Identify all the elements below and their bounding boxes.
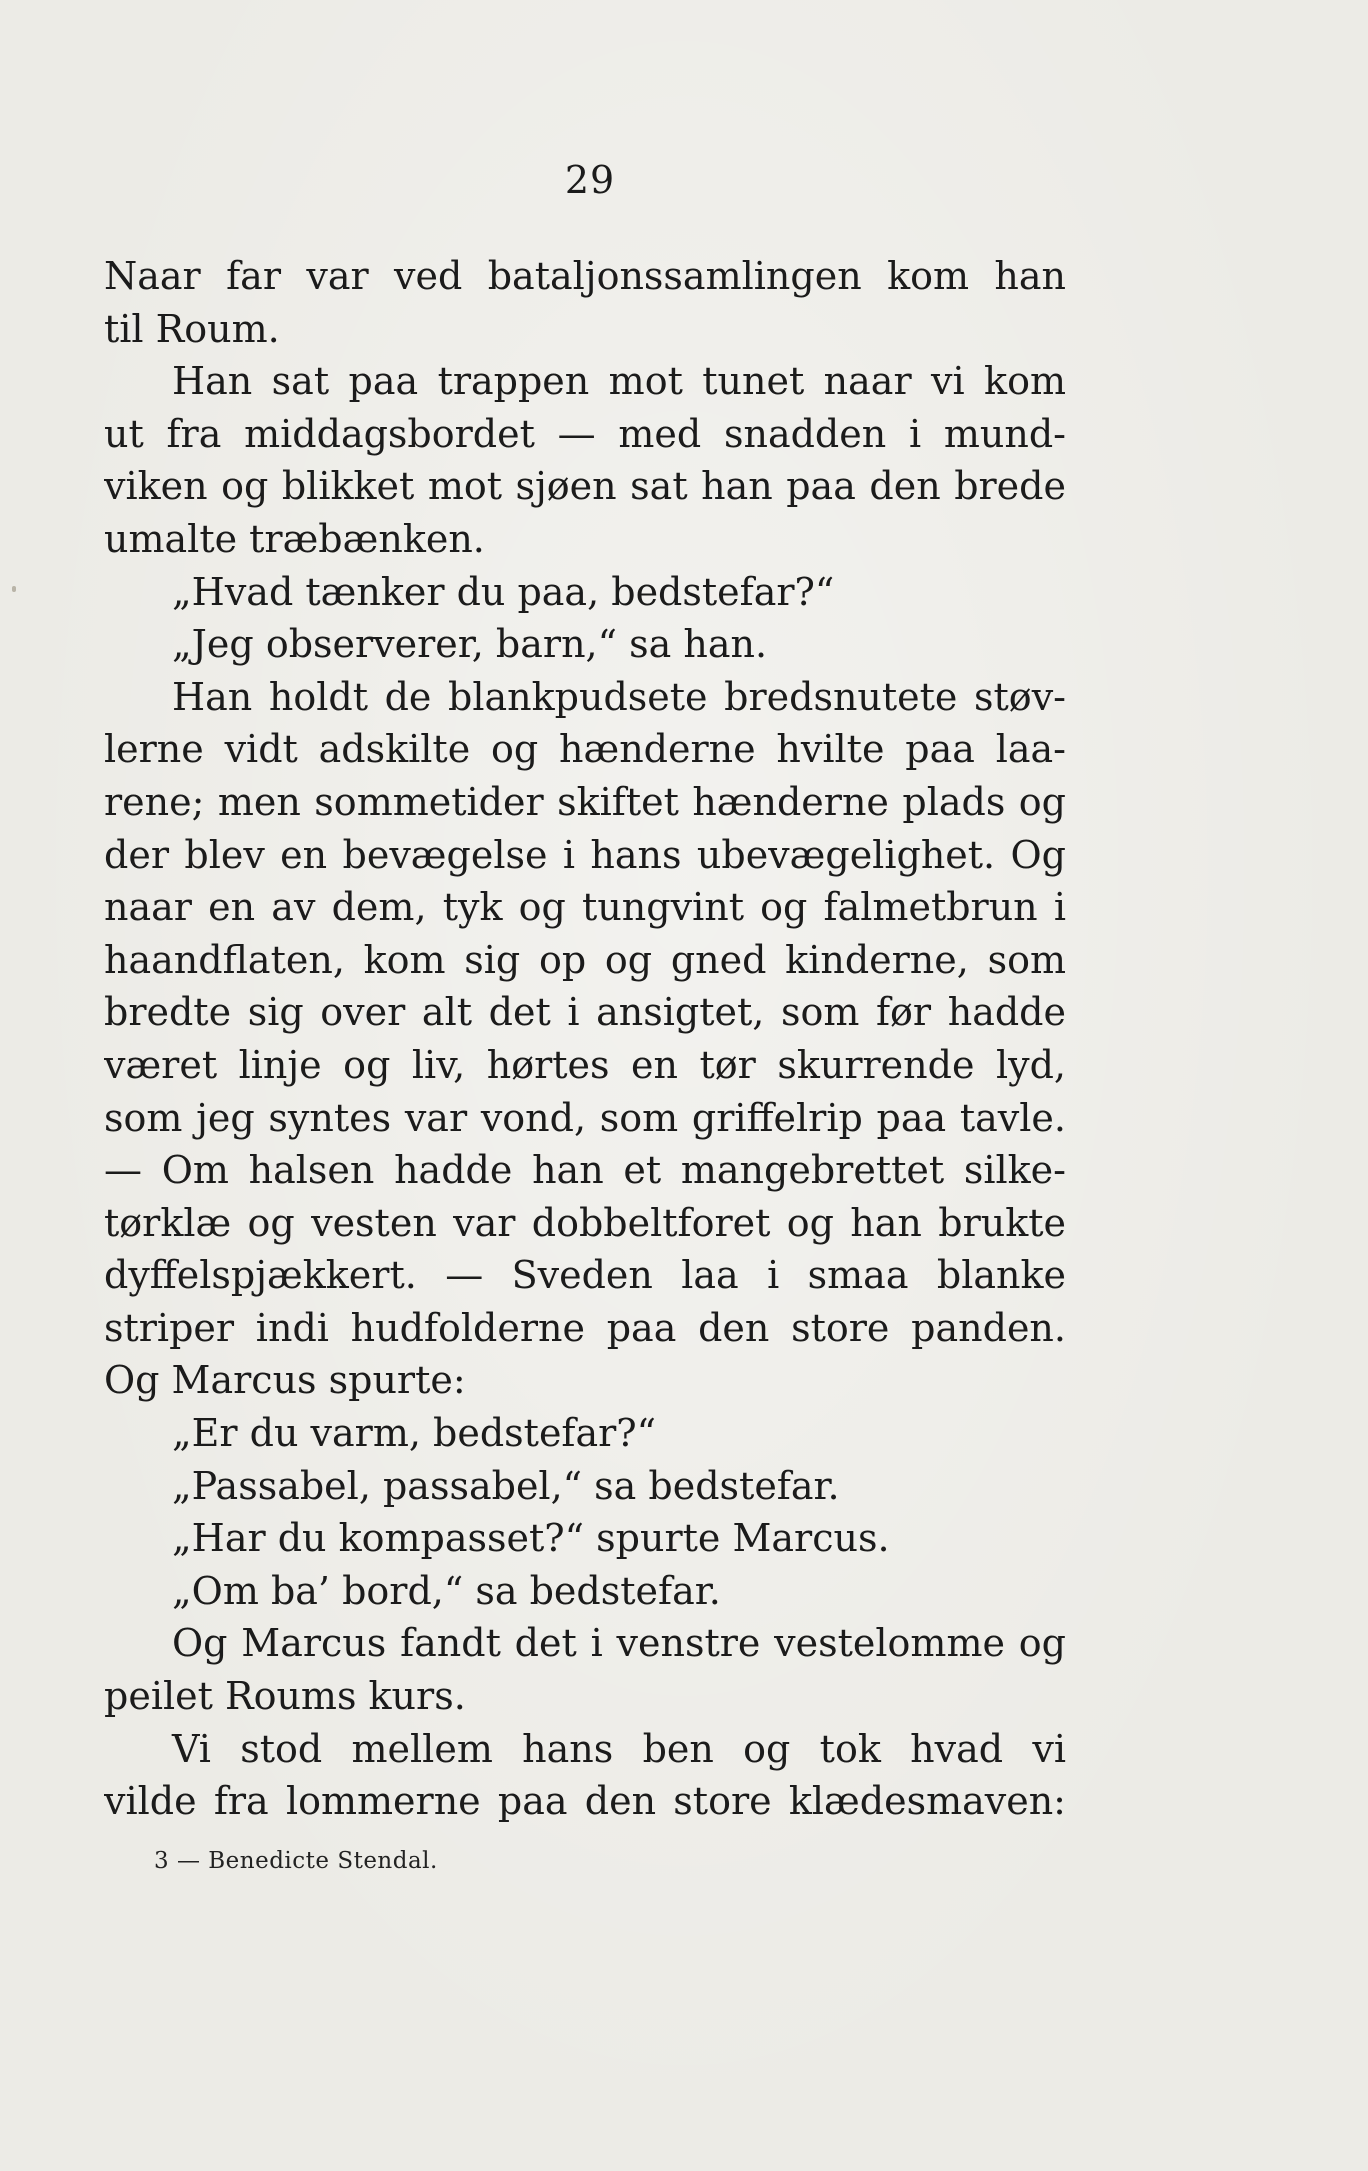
text-line: Naar far var ved bataljonssamlingen kom han [104, 254, 1066, 298]
text-line: været linje og liv, hørtes en tør skurrende lyd, [104, 1042, 1066, 1087]
text-line: Og Marcus fandt det i venstre vestelomme og [172, 1621, 1066, 1666]
text-line: Vi stod mellem hans ben og tok hvad vi [172, 1726, 1066, 1771]
text-line: „Jeg observerer, barn,“ sa han. [172, 622, 768, 667]
body-text [104, 250, 1066, 1828]
text-line: Han sat paa trappen mot tunet naar vi kom [172, 359, 1066, 404]
text-line: dyffelspjækkert. — Sveden laa i smaa blanke [104, 1253, 1066, 1298]
text-line: haandflaten, kom sig op og gned kinderne, som [104, 937, 1066, 982]
text-line: der blev en bevægelse i hans ubevægelighet. Og [104, 832, 1066, 877]
text-line: Han holdt de blankpudsete bredsnutete støv- [172, 674, 1066, 719]
page-number: 29 [564, 158, 616, 202]
text-line: peilet Roums kurs. [104, 1674, 466, 1719]
text-line: „Om ba’ bord,“ sa bedstefar. [172, 1568, 721, 1613]
text-line: — Om halsen hadde han et mangebrettet silke- [104, 1148, 1066, 1193]
text-line: „Er du varm, bedstefar?“ [172, 1411, 657, 1456]
text-line: „Hvad tænker du paa, bedstefar?“ [172, 569, 835, 614]
text-line: tørklæ og vesten var dobbeltforet og han brukte [104, 1200, 1066, 1245]
text-line: „Passabel, passabel,“ sa bedstefar. [172, 1463, 840, 1508]
text-line: rene; men sommetider skiftet hænderne plads og [104, 779, 1066, 824]
text-line: naar en av dem, tyk og tungvint og falmetbrun i [104, 885, 1066, 930]
text-line: ut fra middagsbordet — med snadden i mund- [104, 411, 1066, 456]
signature-mark: 3 — Benedicte Stendal. [154, 1848, 438, 1874]
text-line: vilde fra lommerne paa den store klædesmaven: [104, 1779, 1066, 1824]
text-line: Og Marcus spurte: [104, 1358, 466, 1403]
text-line: bredte sig over alt det i ansigtet, som før hadde [104, 990, 1066, 1035]
text-line: viken og blikket mot sjøen sat han paa den brede [104, 464, 1066, 509]
text-line: striper indi hudfolderne paa den store panden. [104, 1305, 1066, 1350]
margin-speck [12, 586, 16, 592]
text-line: umalte træbænken. [104, 516, 485, 561]
text-line: lerne vidt adskilte og hænderne hvilte paa laa- [104, 727, 1066, 772]
text-line: til Roum. [104, 306, 280, 351]
text-line: „Har du kompasset?“ spurte Marcus. [172, 1516, 890, 1561]
text-line: som jeg syntes var vond, som griffelrip paa tavle. [104, 1095, 1066, 1140]
